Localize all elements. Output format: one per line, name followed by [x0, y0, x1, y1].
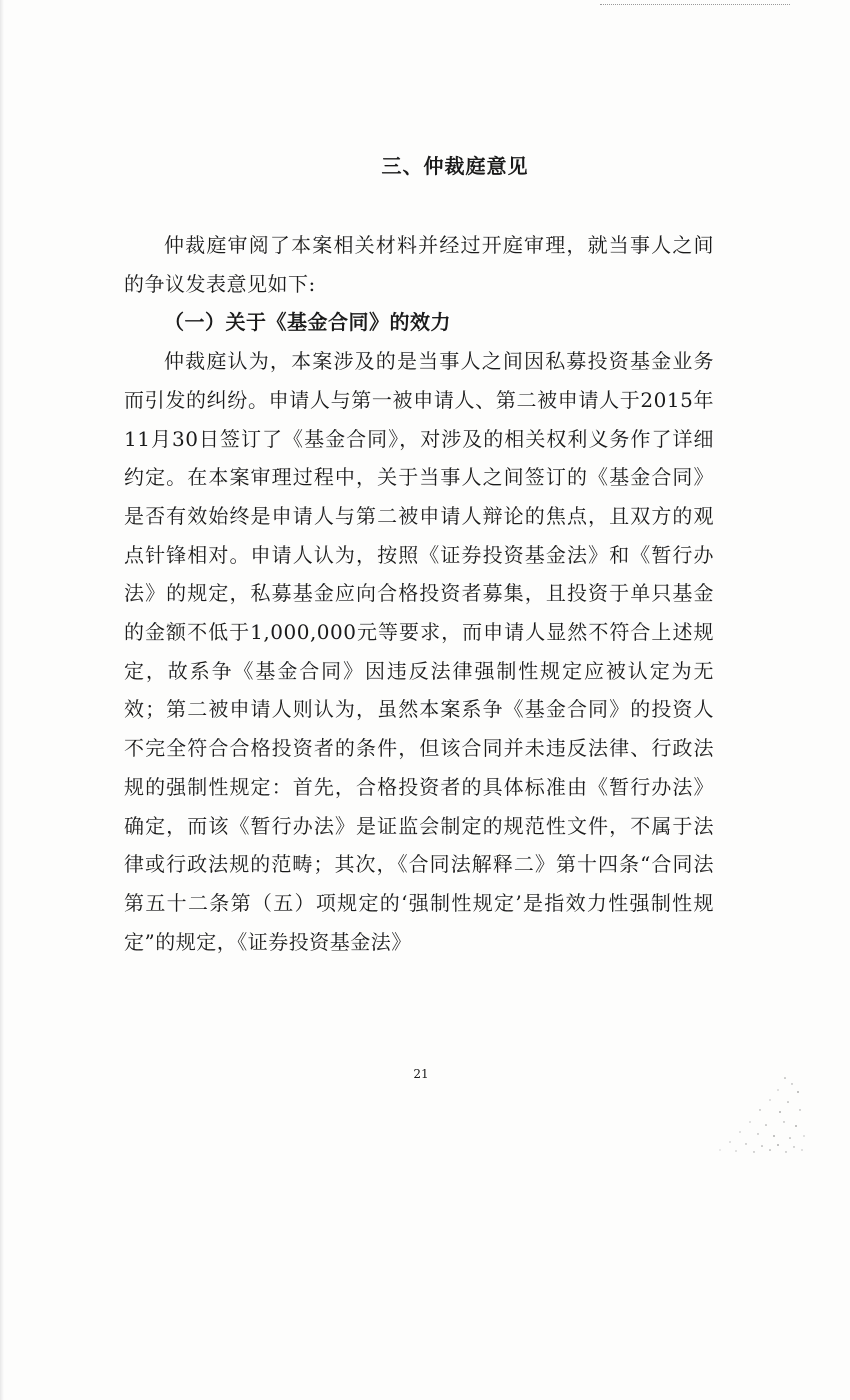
main-paragraph: 仲裁庭认为，本案涉及的是当事人之间因私募投资基金业务而引发的纠纷。申请人与第一被申请人、第二被申请人于2015年11月30日签订了《基金合同》，对涉及的相关权利义务作了详细约定。在本案审理过程中，关于当事人之间签订的《基金合同》是否有效始终是申请人与第二被申请人辩论的焦点，且双方的观点针锋相对。申请人认为，按照《证券投资基金法》和《暂行办法》的规定，私募基金应向合格投资者募集，且投资于单只基金的金额不低于1,000,000元等要求，而申请人显然不符合上述规定，故系争《基金合同》因违反法律强制性规定应被认定为无效；第二被申请人则认为，虽然本案系争《基金合同》的投资人不完全符合合格投资者的条件，但该合同并未违反法律、行政法规的强制性规定：首先，合格投资者的具体标准由《暂行办法》确定，而该《暂行办法》是证监会制定的规范性文件，不属于法律或行政法规的范畴；其次，《合同法解释二》第十四条“合同法第五十二条第（五）项规定的‘强制性规定’是指效力性强制性规定”的规定，《证券投资基金法》	[124, 349, 714, 954]
scan-noise-speckle	[700, 1070, 810, 1155]
intro-paragraph: 仲裁庭审阅了本案相关材料并经过开庭审理，就当事人之间的争议发表意见如下:	[124, 233, 714, 296]
scan-edge-shadow	[0, 0, 4, 1400]
body-text	[124, 226, 714, 961]
page-number: 21	[413, 1067, 429, 1081]
subheading: （一）关于《基金合同》的效力	[164, 310, 451, 335]
section-title: 三、仲裁庭意见	[381, 154, 529, 178]
scan-artifact-line	[600, 4, 790, 6]
